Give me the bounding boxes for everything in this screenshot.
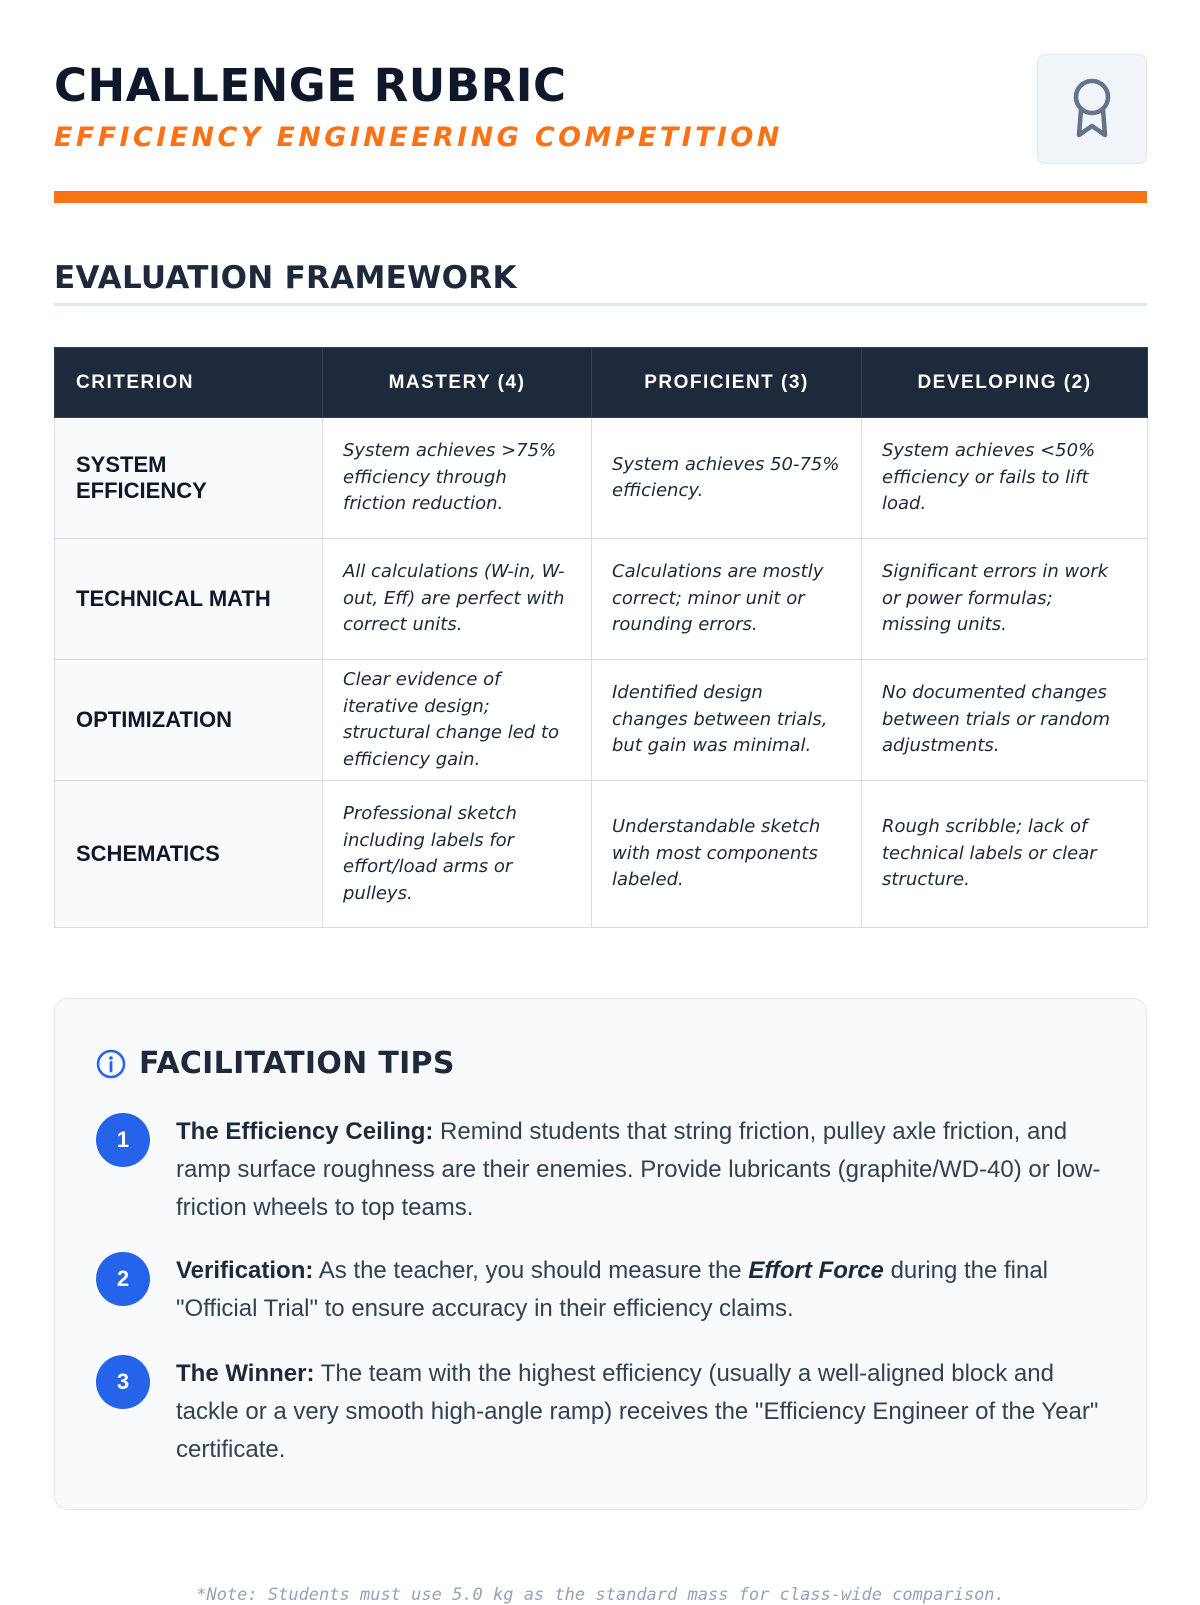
proficient-cell: System achieves 50-75% efficiency. — [592, 418, 862, 539]
tip-item — [96, 1252, 1106, 1328]
tip-item — [96, 1355, 1106, 1469]
rubric-table — [54, 347, 1148, 928]
info-icon — [96, 1049, 126, 1079]
tip-body: Remind students that string friction, pulley axle friction, and ramp surface roughness are their enemies. Provide lubricants (graphite/WD-40) or low-friction wheels to top teams. — [176, 1118, 1101, 1221]
proficient-cell: Calculations are mostly correct; minor unit or rounding errors. — [592, 539, 862, 660]
table-header-row — [55, 348, 1148, 418]
mastery-cell: All calculations (W-in, W-out, Eff) are perfect with correct units. — [323, 539, 592, 660]
tip-text — [176, 1355, 1106, 1469]
column-header-mastery: MASTERY (4) — [323, 348, 592, 418]
facilitation-tips-card — [54, 998, 1147, 1510]
rubric-page — [54, 0, 1147, 1605]
proficient-cell: Understandable sketch with most components labeled. — [592, 781, 862, 928]
page-header — [54, 0, 1147, 203]
criterion-cell: SYSTEM EFFICIENCY — [55, 418, 323, 539]
tip-label: The Efficiency Ceiling: — [176, 1118, 434, 1145]
developing-cell: No documented changes between trials or random adjustments. — [862, 660, 1148, 781]
tips-title: FACILITATION TIPS — [139, 1046, 455, 1081]
section-title: EVALUATION FRAMEWORK — [54, 260, 517, 296]
mastery-cell: Professional sketch including labels for effort/load arms or pulleys. — [323, 781, 592, 928]
proficient-cell: Identified design changes between trials, but gain was minimal. — [592, 660, 862, 781]
tips-heading — [96, 1044, 455, 1084]
header-divider — [54, 191, 1147, 203]
developing-cell: Significant errors in work or power formulas; missing units. — [862, 539, 1148, 660]
column-header-criterion: CRITERION — [55, 348, 323, 418]
column-header-proficient: PROFICIENT (3) — [592, 348, 862, 418]
mastery-cell: Clear evidence of iterative design; structural change led to efficiency gain. — [323, 660, 592, 781]
tip-text — [176, 1252, 1106, 1328]
criterion-cell: SCHEMATICS — [55, 781, 323, 928]
mastery-cell: System achieves >75% efficiency through friction reduction. — [323, 418, 592, 539]
tip-body: during the final "Official Trial" to ensure accuracy in their efficiency claims. — [176, 1257, 1049, 1322]
table-row — [55, 781, 1148, 928]
tip-text — [176, 1113, 1106, 1227]
column-header-developing: DEVELOPING (2) — [862, 348, 1148, 418]
criterion-cell: OPTIMIZATION — [55, 660, 323, 781]
tip-label: The Winner: — [176, 1360, 315, 1387]
developing-cell: Rough scribble; lack of technical labels or clear structure. — [862, 781, 1148, 928]
tip-number-badge: 1 — [96, 1113, 150, 1167]
tip-item — [96, 1113, 1106, 1227]
section-divider — [54, 303, 1147, 306]
tip-body: The team with the highest efficiency (usually a well-aligned block and tackle or a very smooth high-angle ramp) receives the "Efficiency Engineer of the Year" certificate. — [176, 1360, 1099, 1463]
tip-number-badge: 2 — [96, 1252, 150, 1306]
page-title: CHALLENGE RUBRIC — [54, 59, 567, 112]
tip-emphasis: Effort Force — [748, 1257, 884, 1284]
table-row — [55, 660, 1148, 781]
tip-label: Verification: — [176, 1257, 314, 1284]
badge-box — [1037, 54, 1147, 164]
table-row — [55, 418, 1148, 539]
table-row — [55, 539, 1148, 660]
developing-cell: System achieves <50% efficiency or fails to lift load. — [862, 418, 1148, 539]
page-subtitle: EFFICIENCY ENGINEERING COMPETITION — [54, 122, 783, 153]
tip-body: As the teacher, you should measure the — [313, 1257, 749, 1284]
footer-note: *Note: Students must use 5.0 kg as the standard mass for class-wide comparison. — [196, 1585, 1005, 1605]
award-ribbon-icon — [1070, 78, 1114, 140]
criterion-cell: TECHNICAL MATH — [55, 539, 323, 660]
tip-number-badge: 3 — [96, 1355, 150, 1409]
